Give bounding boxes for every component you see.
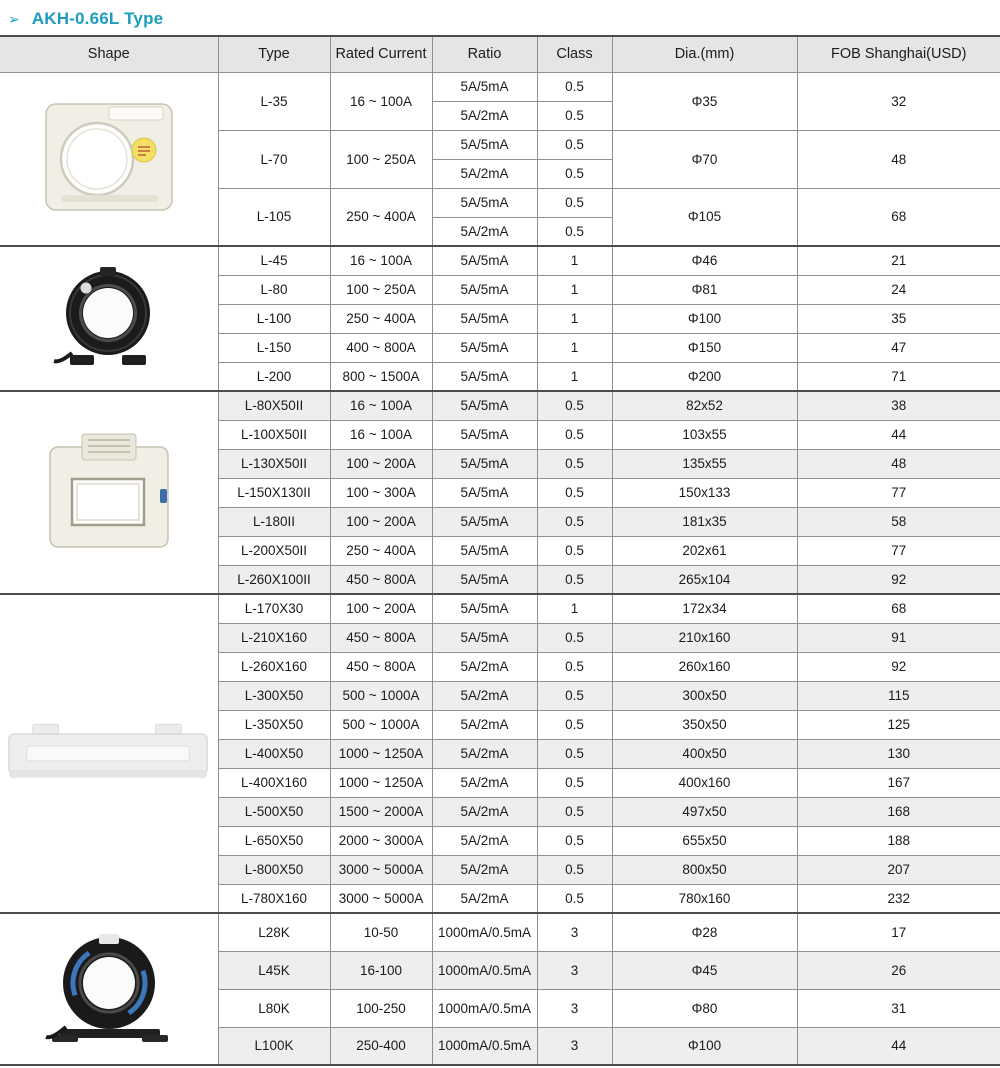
dia-cell: 260x160 [612,652,797,681]
black-round-k-ct-image [40,929,178,1047]
class-cell: 0.5 [537,420,612,449]
dia-cell: 300x50 [612,681,797,710]
dia-cell: Φ200 [612,362,797,391]
rated-current-cell: 500 ~ 1000A [330,710,432,739]
class-cell: 1 [537,594,612,623]
class-cell: 3 [537,1027,612,1065]
rated-current-cell: 100 ~ 200A [330,507,432,536]
dia-cell: 655x50 [612,826,797,855]
type-cell: L-170X30 [218,594,330,623]
class-cell: 0.5 [537,507,612,536]
fob-cell: 232 [797,884,1000,913]
rated-current-cell: 16-100 [330,951,432,989]
ratio-cell: 5A/2mA [432,768,537,797]
fob-cell: 77 [797,478,1000,507]
class-cell: 0.5 [537,449,612,478]
type-cell: L-105 [218,188,330,246]
fob-cell: 77 [797,536,1000,565]
page-title: AKH-0.66L Type [31,9,164,28]
class-cell: 0.5 [537,72,612,101]
dia-cell: Φ28 [612,913,797,951]
dia-cell: 150x133 [612,478,797,507]
rated-current-cell: 1500 ~ 2000A [330,797,432,826]
gray-busbar-ct-image [5,714,213,790]
table-body [0,72,1000,1065]
fob-cell: 68 [797,188,1000,246]
fob-cell: 71 [797,362,1000,391]
fob-cell: 68 [797,594,1000,623]
dia-cell: 181x35 [612,507,797,536]
ratio-cell: 5A/5mA [432,130,537,159]
white-rect-ct-image [42,429,176,553]
rated-current-cell: 800 ~ 1500A [330,362,432,391]
class-cell: 0.5 [537,130,612,159]
dia-cell: Φ46 [612,246,797,275]
type-cell: L-210X160 [218,623,330,652]
dia-cell: Φ150 [612,333,797,362]
fob-cell: 168 [797,797,1000,826]
class-cell: 0.5 [537,565,612,594]
ratio-cell: 5A/2mA [432,681,537,710]
dia-cell: 172x34 [612,594,797,623]
column-header-shape: Shape [0,36,218,72]
ratio-cell: 5A/5mA [432,304,537,333]
arrow-bullet-icon: ➢ [8,10,20,27]
fob-cell: 48 [797,130,1000,188]
rated-current-cell: 16 ~ 100A [330,391,432,420]
rated-current-cell: 250-400 [330,1027,432,1065]
dia-cell: 210x160 [612,623,797,652]
ratio-cell: 5A/2mA [432,855,537,884]
rated-current-cell: 100 ~ 250A [330,275,432,304]
ratio-cell: 5A/2mA [432,739,537,768]
ratio-cell: 5A/5mA [432,507,537,536]
class-cell: 1 [537,246,612,275]
ratio-cell: 5A/5mA [432,72,537,101]
class-cell: 1 [537,304,612,333]
type-cell: L-780X160 [218,884,330,913]
class-cell: 3 [537,913,612,951]
class-cell: 0.5 [537,826,612,855]
rated-current-cell: 16 ~ 100A [330,72,432,130]
dia-cell: 400x50 [612,739,797,768]
fob-cell: 35 [797,304,1000,333]
class-cell: 0.5 [537,768,612,797]
class-cell: 0.5 [537,101,612,130]
fob-cell: 47 [797,333,1000,362]
rated-current-cell: 500 ~ 1000A [330,681,432,710]
column-header-fob: FOB Shanghai(USD) [797,36,1000,72]
type-cell: L-150 [218,333,330,362]
dia-cell: Φ81 [612,275,797,304]
ratio-cell: 1000mA/0.5mA [432,913,537,951]
type-cell: L-400X50 [218,739,330,768]
ratio-cell: 5A/5mA [432,246,537,275]
class-cell: 0.5 [537,478,612,507]
ratio-cell: 5A/5mA [432,333,537,362]
column-header-ratio: Ratio [432,36,537,72]
fob-cell: 188 [797,826,1000,855]
type-cell: L-300X50 [218,681,330,710]
column-header-class: Class [537,36,612,72]
dia-cell: 400x160 [612,768,797,797]
class-cell: 0.5 [537,652,612,681]
ratio-cell: 5A/2mA [432,884,537,913]
ratio-cell: 5A/5mA [432,275,537,304]
rated-current-cell: 3000 ~ 5000A [330,855,432,884]
spec-table [0,35,1000,1066]
fob-cell: 48 [797,449,1000,478]
fob-cell: 92 [797,565,1000,594]
type-cell: L-45 [218,246,330,275]
ratio-cell: 5A/2mA [432,826,537,855]
rated-current-cell: 100 ~ 200A [330,449,432,478]
rated-current-cell: 450 ~ 800A [330,623,432,652]
fob-cell: 115 [797,681,1000,710]
type-cell: L-650X50 [218,826,330,855]
table-row [0,391,1000,420]
class-cell: 1 [537,333,612,362]
fob-cell: 32 [797,72,1000,130]
class-cell: 1 [537,362,612,391]
type-cell: L-180II [218,507,330,536]
header-row [0,36,1000,72]
fob-cell: 91 [797,623,1000,652]
type-cell: L-80X50II [218,391,330,420]
column-header-rated-current: Rated Current [330,36,432,72]
dia-cell: Φ105 [612,188,797,246]
ratio-cell: 1000mA/0.5mA [432,989,537,1027]
ratio-cell: 5A/5mA [432,623,537,652]
table-row [0,594,1000,623]
dia-cell: Φ80 [612,989,797,1027]
dia-cell: 103x55 [612,420,797,449]
type-cell: L80K [218,989,330,1027]
fob-cell: 38 [797,391,1000,420]
class-cell: 0.5 [537,855,612,884]
dia-cell: 800x50 [612,855,797,884]
rated-current-cell: 450 ~ 800A [330,565,432,594]
rated-current-cell: 1000 ~ 1250A [330,768,432,797]
dia-cell: 265x104 [612,565,797,594]
type-cell: L-80 [218,275,330,304]
rated-current-cell: 400 ~ 800A [330,333,432,362]
class-cell: 0.5 [537,623,612,652]
fob-cell: 17 [797,913,1000,951]
ratio-cell: 5A/2mA [432,710,537,739]
dia-cell: Φ100 [612,304,797,333]
type-cell: L-100 [218,304,330,333]
dia-cell: 780x160 [612,884,797,913]
fob-cell: 58 [797,507,1000,536]
rated-current-cell: 250 ~ 400A [330,188,432,246]
black-round-k-ct-cell [0,913,218,1065]
table-row [0,72,1000,101]
rated-current-cell: 1000 ~ 1250A [330,739,432,768]
dia-cell: Φ45 [612,951,797,989]
fob-cell: 26 [797,951,1000,989]
ratio-cell: 5A/5mA [432,362,537,391]
ratio-cell: 5A/2mA [432,797,537,826]
fob-cell: 167 [797,768,1000,797]
class-cell: 0.5 [537,884,612,913]
ratio-cell: 5A/5mA [432,478,537,507]
ratio-cell: 5A/5mA [432,420,537,449]
ratio-cell: 5A/2mA [432,159,537,188]
type-cell: L28K [218,913,330,951]
class-cell: 3 [537,951,612,989]
rated-current-cell: 100 ~ 200A [330,594,432,623]
type-cell: L-70 [218,130,330,188]
ratio-cell: 5A/2mA [432,217,537,246]
rated-current-cell: 2000 ~ 3000A [330,826,432,855]
ratio-cell: 1000mA/0.5mA [432,951,537,989]
type-cell: L-500X50 [218,797,330,826]
ratio-cell: 1000mA/0.5mA [432,1027,537,1065]
dia-cell: Φ35 [612,72,797,130]
class-cell: 0.5 [537,710,612,739]
type-cell: L-350X50 [218,710,330,739]
black-round-ct-image [46,263,172,371]
class-cell: 0.5 [537,681,612,710]
ratio-cell: 5A/5mA [432,449,537,478]
type-cell: L-400X160 [218,768,330,797]
column-header-type: Type [218,36,330,72]
gray-busbar-ct-cell [0,594,218,913]
ratio-cell: 5A/5mA [432,536,537,565]
fob-cell: 44 [797,420,1000,449]
rated-current-cell: 16 ~ 100A [330,420,432,449]
type-cell: L-260X160 [218,652,330,681]
dia-cell: 497x50 [612,797,797,826]
class-cell: 0.5 [537,391,612,420]
fob-cell: 44 [797,1027,1000,1065]
fob-cell: 125 [797,710,1000,739]
white-square-ct-image [41,98,177,216]
rated-current-cell: 250 ~ 400A [330,304,432,333]
ratio-cell: 5A/5mA [432,391,537,420]
fob-cell: 24 [797,275,1000,304]
class-cell: 0.5 [537,188,612,217]
class-cell: 0.5 [537,536,612,565]
white-rect-ct-cell [0,391,218,594]
fob-cell: 130 [797,739,1000,768]
table-row [0,913,1000,951]
fob-cell: 21 [797,246,1000,275]
class-cell: 0.5 [537,217,612,246]
ratio-cell: 5A/5mA [432,594,537,623]
type-cell: L-260X100II [218,565,330,594]
type-cell: L-100X50II [218,420,330,449]
ratio-cell: 5A/5mA [432,565,537,594]
section-title [0,6,1000,32]
rated-current-cell: 10-50 [330,913,432,951]
rated-current-cell: 250 ~ 400A [330,536,432,565]
dia-cell: 350x50 [612,710,797,739]
type-cell: L-150X130II [218,478,330,507]
class-cell: 1 [537,275,612,304]
column-header-dia: Dia.(mm) [612,36,797,72]
type-cell: L-800X50 [218,855,330,884]
rated-current-cell: 100-250 [330,989,432,1027]
rated-current-cell: 3000 ~ 5000A [330,884,432,913]
class-cell: 0.5 [537,797,612,826]
dia-cell: 202x61 [612,536,797,565]
ratio-cell: 5A/2mA [432,652,537,681]
class-cell: 0.5 [537,739,612,768]
fob-cell: 31 [797,989,1000,1027]
dia-cell: 135x55 [612,449,797,478]
type-cell: L-35 [218,72,330,130]
class-cell: 0.5 [537,159,612,188]
rated-current-cell: 16 ~ 100A [330,246,432,275]
type-cell: L-200X50II [218,536,330,565]
dia-cell: Φ100 [612,1027,797,1065]
type-cell: L45K [218,951,330,989]
rated-current-cell: 450 ~ 800A [330,652,432,681]
dia-cell: Φ70 [612,130,797,188]
ratio-cell: 5A/2mA [432,101,537,130]
white-square-ct-cell [0,72,218,246]
fob-cell: 207 [797,855,1000,884]
type-cell: L-200 [218,362,330,391]
dia-cell: 82x52 [612,391,797,420]
rated-current-cell: 100 ~ 250A [330,130,432,188]
rated-current-cell: 100 ~ 300A [330,478,432,507]
fob-cell: 92 [797,652,1000,681]
table-row [0,246,1000,275]
ratio-cell: 5A/5mA [432,188,537,217]
black-round-ct-cell [0,246,218,391]
type-cell: L100K [218,1027,330,1065]
type-cell: L-130X50II [218,449,330,478]
class-cell: 3 [537,989,612,1027]
